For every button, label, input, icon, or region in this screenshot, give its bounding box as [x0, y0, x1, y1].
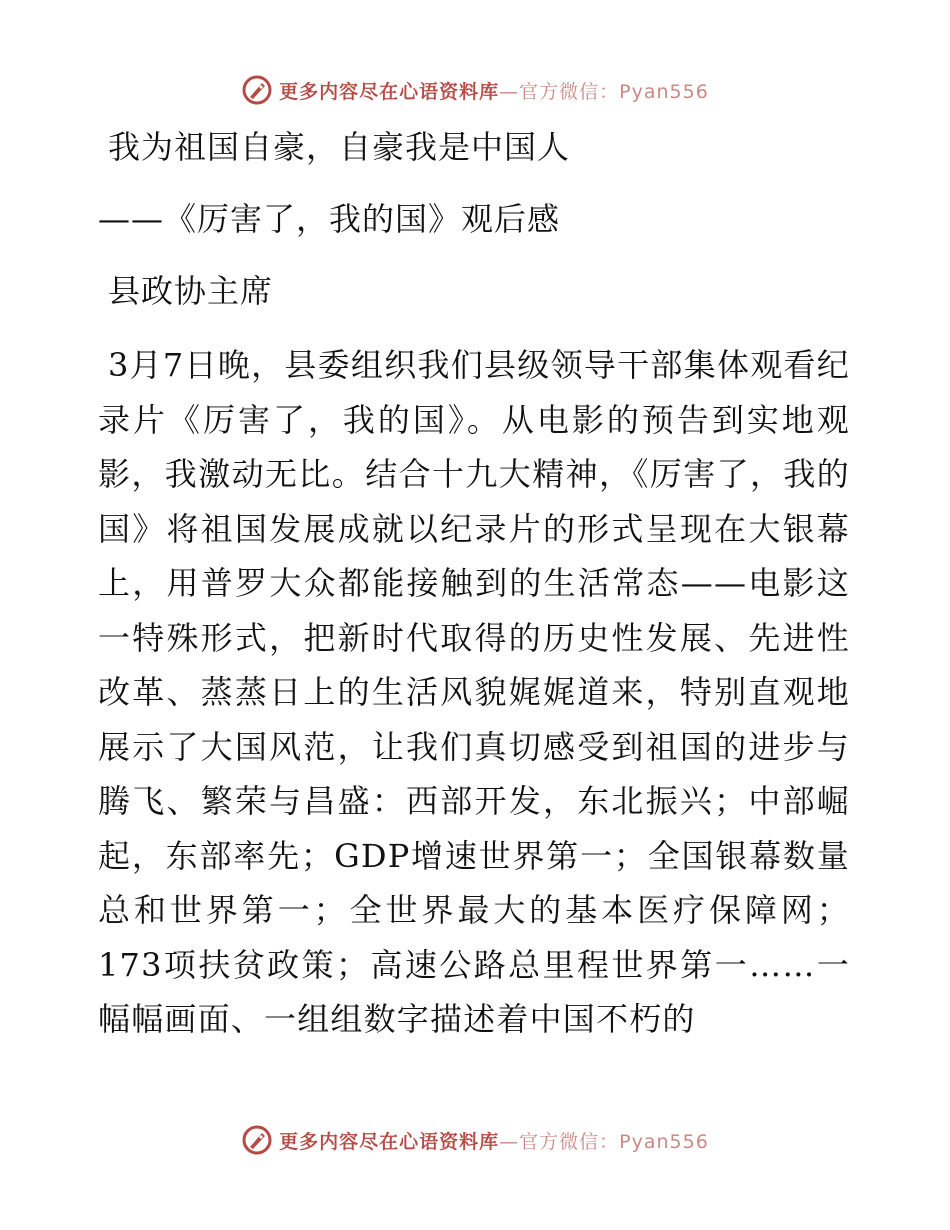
pen-nib-logo-icon: [241, 1124, 273, 1156]
document-author: 县政协主席: [108, 272, 274, 310]
document-page: [98, 122, 858, 1047]
banner-brand: 更多内容尽在心语资料库: [279, 1130, 500, 1153]
footer-watermark-banner: [0, 1120, 950, 1160]
banner-suffix: —官方微信：Pyan556: [499, 80, 709, 103]
document-subtitle: ——《厉害了，我的国》观后感: [98, 200, 561, 238]
pen-nib-logo-icon: [241, 74, 273, 106]
document-paragraph: 3月7日晚，县委组织我们县级领导干部集体观看纪录片《厉害了，我的国》。从电影的预告到实地观影，我激动无比。结合十九大精神，《厉害了，我的国》将祖国发展成就以纪录片的形式呈现在大银幕上，用普罗大众都能接触到的生活常态——电影这一特殊形式，把新时代取得的历史性发展、先进性改革、蒸蒸日上的生活风貌娓娓道来，特别直观地展示了大国风范，让我们真切感受到祖国的进步与腾飞、繁荣与昌盛：西部开发，东北振兴；中部崛起，东部率先；GDP增速世界第一；全国银幕数量总和世界第一；全世界最大的基本医疗保障网；173项扶贫政策；高速公路总里程世界第一……一幅幅画面、一组组数字描述着中国不朽的: [98, 346, 850, 1038]
banner-text: [279, 77, 709, 104]
document-title: 我为祖国自豪，自豪我是中国人: [108, 128, 571, 166]
banner-brand: 更多内容尽在心语资料库: [279, 80, 500, 103]
banner-suffix: —官方微信：Pyan556: [499, 1130, 709, 1153]
header-watermark-banner: [0, 70, 950, 110]
banner-text: [279, 1127, 709, 1154]
